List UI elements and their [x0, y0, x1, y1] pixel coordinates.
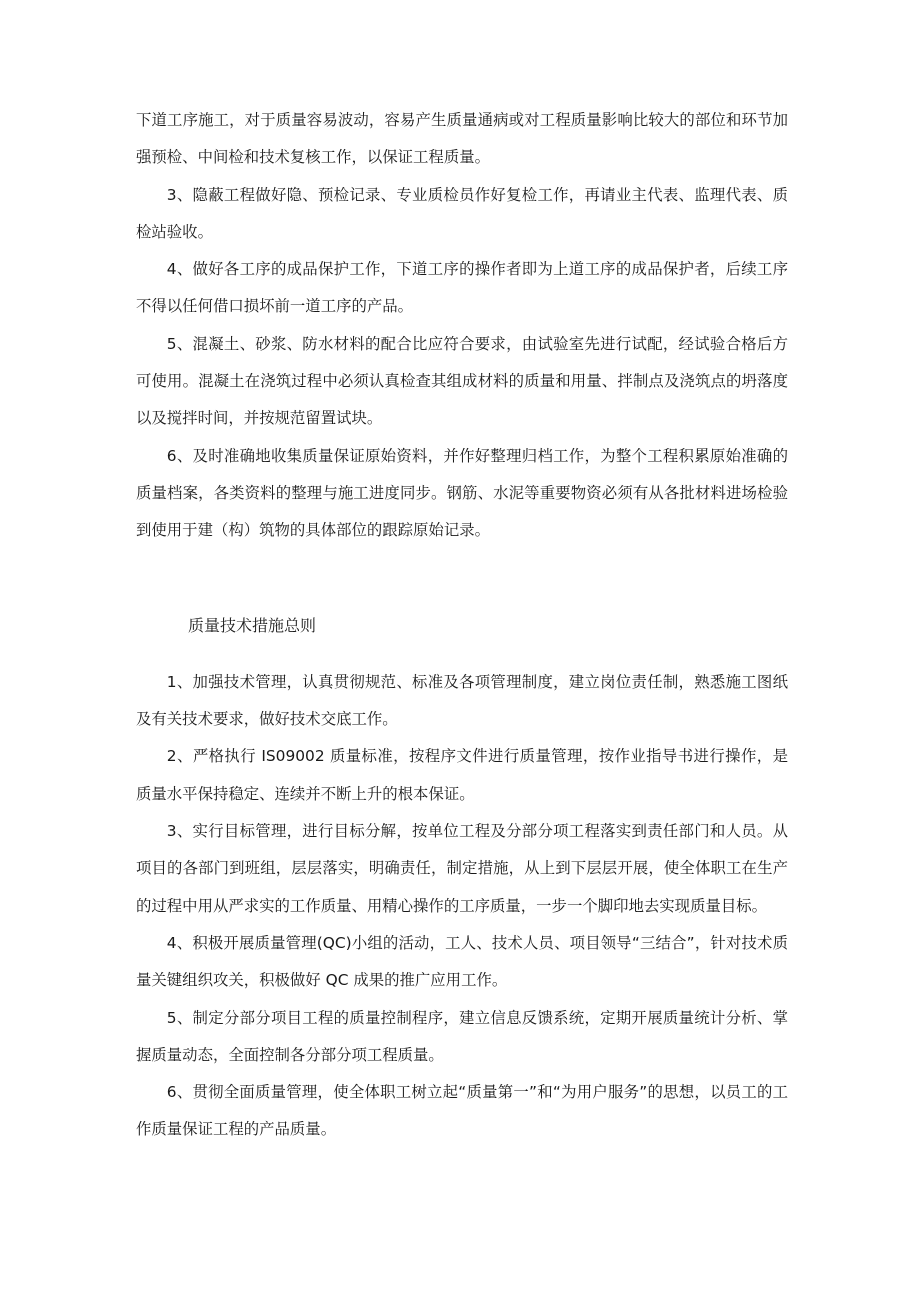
measure-item-6: 6、贯彻全面质量管理，使全体职工树立起“质量第一”和“为用户服务”的思想，以员工的工作质量保证工程的产品质量。: [136, 1083, 788, 1139]
paragraph-item-4: 4、做好各工序的成品保护工作，下道工序的操作者即为上道工序的成品保护者，后续工序不得以任何借口损坏前一道工序的产品。: [136, 260, 788, 316]
paragraph-item-3: 3、隐蔽工程做好隐、预检记录、专业质检员作好复检工作，再请业主代表、监理代表、质检站验收。: [136, 185, 788, 241]
paragraph-item-6: 6、及时准确地收集质量保证原始资料，并作好整理归档工作，为整个工程积累原始准确的质量档案，各类资料的整理与施工进度同步。钢筋、水泥等重要物资必须有从各批材料进场检验到使用于建（构）筑物的具体部位的跟踪原始记录。: [136, 446, 788, 540]
section-heading: 质量技术措施总则: [188, 615, 317, 635]
measure-item-3: 3、实行目标管理，进行目标分解，按单位工程及分部分项工程落实到责任部门和人员。从项目的各部门到班组，层层落实，明确责任，制定措施，从上到下层层开展，使全体职工在生产的过程中用从严求实的工作质量、用精心操作的工序质量，一步一个脚印地去实现质量目标。: [136, 822, 788, 915]
measure-item-5: 5、制定分部分项目工程的质量控制程序，建立信息反馈系统，定期开展质量统计分析、掌握质量动态，全面控制各分部分项工程质量。: [136, 1008, 788, 1064]
heading-spacer: [136, 644, 788, 664]
paragraph-item-5: 5、混凝土、砂浆、防水材料的配合比应符合要求，由试验室先进行试配，经试验合格后方可使用。混凝土在浇筑过程中必须认真检查其组成材料的质量和用量、拌制点及浇筑点的坍落度以及搅拌时间，并按规范留置试块。: [136, 334, 788, 428]
measure-item-4: 4、积极开展质量管理(QC)小组的活动，工人、技术人员、项目领导“三结合”，针对技术质量关键组织攻关，积极做好 QC 成果的推广应用工作。: [136, 933, 788, 990]
paragraph-continuation: 下道工序施工，对于质量容易波动，容易产生质量通病或对工程质量影响比较大的部位和环节加强预检、中间检和技术复核工作，以保证工程质量。: [136, 111, 788, 167]
document-body: [136, 102, 788, 1149]
measure-item-1: 1、加强技术管理，认真贯彻规范、标准及各项管理制度，建立岗位责任制，熟悉施工图纸及有关技术要求，做好技术交底工作。: [136, 672, 788, 729]
measure-item-2: 2、严格执行 IS09002 质量标准，按程序文件进行质量管理，按作业指导书进行操作，是质量水平保持稳定、连续并不断上升的根本保证。: [136, 747, 788, 803]
section-spacer: [136, 550, 788, 607]
